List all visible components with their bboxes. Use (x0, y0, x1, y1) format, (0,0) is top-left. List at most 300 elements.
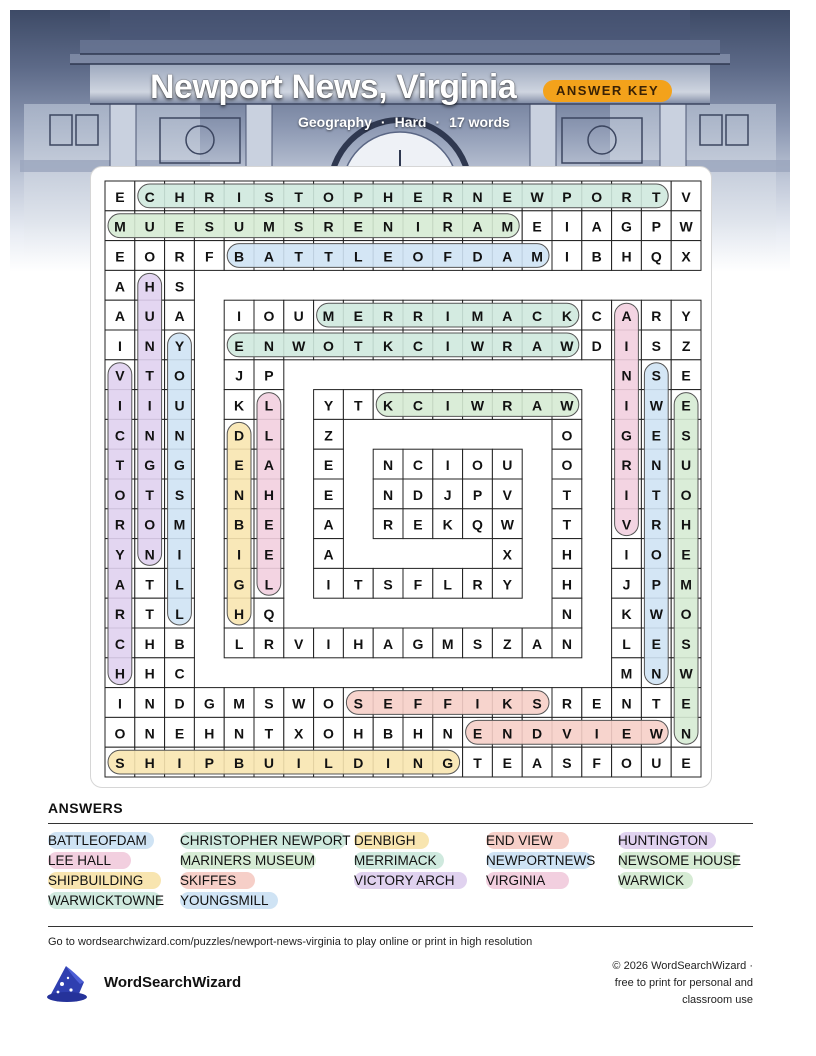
grid-letter: L (264, 576, 274, 593)
grid-letter: I (445, 308, 450, 325)
grid-letter: W (470, 337, 485, 354)
answer-item: WARWICKTOWNE (48, 893, 164, 908)
answers-divider (48, 823, 753, 824)
grid-letter: U (293, 308, 304, 325)
answer-item: HUNTINGTON (618, 832, 716, 849)
highlight-newsome-house (674, 393, 698, 745)
grid-letter: L (175, 576, 184, 593)
grid-letter: U (502, 457, 513, 474)
grid-letter: E (174, 218, 185, 235)
grid-letter: E (383, 248, 393, 265)
grid-letter: H (353, 725, 364, 742)
grid-letter: H (412, 725, 423, 742)
grid-letter: N (263, 337, 274, 354)
grid-letter: Y (115, 546, 125, 563)
grid-letter: O (472, 457, 483, 474)
grid-letter: H (353, 635, 364, 652)
grid-letter: N (442, 725, 453, 742)
grid-letter: A (621, 308, 632, 325)
grid-letter: L (324, 755, 333, 772)
brand-name: WordSearchWizard (104, 974, 242, 991)
grid-letter: F (443, 248, 452, 265)
grid-letter: Q (263, 606, 275, 623)
grid-letter: T (652, 486, 661, 503)
grid-letter: Z (681, 337, 691, 354)
grid-letter: N (144, 546, 155, 563)
grid-letter: P (651, 218, 661, 235)
grid-letter: A (591, 218, 602, 235)
grid-letter: M (471, 308, 484, 325)
grid-letter: F (205, 248, 214, 265)
grid-letter: E (651, 427, 661, 444)
category-label: Geography (298, 114, 372, 130)
grid-letter: C (412, 457, 423, 474)
play-online-link[interactable]: Go to wordsearchwizard.com/puzzles/newport-news-virginia to play online or print in high resolution (48, 936, 533, 948)
grid-letter: O (263, 308, 275, 325)
meta-separator: · (435, 114, 441, 130)
grid-letter: E (681, 546, 691, 563)
grid-letter: S (294, 218, 304, 235)
grid-letter: W (560, 397, 574, 414)
answer-item: END VIEW (486, 832, 569, 849)
grid-letter: E (472, 725, 483, 742)
answers-heading: ANSWERS (48, 800, 124, 816)
grid-letter: E (621, 725, 632, 742)
grid-letter: P (651, 576, 661, 593)
grid-letter: A (174, 308, 185, 325)
grid-letter: R (472, 576, 483, 593)
highlight-warwicktowne (227, 333, 579, 357)
answer-item: YOUNGSMILL (180, 892, 278, 909)
puzzle-meta (298, 114, 510, 130)
grid-letter: R (383, 516, 394, 533)
grid-letter: A (383, 635, 394, 652)
grid-letter: L (443, 576, 452, 593)
answer-item: SKIFFES (180, 872, 255, 889)
grid-letter: H (561, 546, 572, 563)
grid-letter: B (234, 516, 245, 533)
grid-letter: S (204, 218, 214, 235)
grid-letter: E (413, 188, 423, 205)
grid-letter: F (592, 755, 601, 772)
grid-letter: S (681, 427, 691, 444)
grid-letter: V (681, 188, 691, 205)
grid-letter: S (681, 635, 691, 652)
grid-letter: C (412, 337, 423, 354)
grid-letter: G (144, 457, 156, 474)
grid-letter: R (383, 308, 394, 325)
grid-letter: N (144, 427, 155, 444)
answer-item: DENBIGH (354, 832, 429, 849)
grid-letter: M (680, 576, 692, 593)
grid-letter: O (680, 486, 692, 503)
grid-letter: A (114, 308, 125, 325)
grid-letter: I (624, 337, 629, 354)
grid-letter: C (114, 635, 125, 652)
grid-letter: I (237, 546, 242, 563)
grid-letter: A (532, 337, 543, 354)
grid-letter: R (114, 516, 125, 533)
grid-letter: I (117, 695, 122, 712)
grid-letter: V (562, 725, 572, 742)
grid-letter: N (383, 486, 394, 503)
grid-letter: R (651, 516, 662, 533)
word-count-label: 17 words (449, 114, 510, 130)
grid-letter: Z (503, 635, 512, 652)
footer-divider (48, 926, 753, 927)
answer-item: MERRIMACK (354, 852, 444, 869)
grid-letter: I (147, 397, 152, 414)
grid-letter: B (591, 248, 602, 265)
grid-letter: M (531, 248, 543, 265)
grid-letter: S (264, 695, 274, 712)
grid-letter: S (651, 337, 661, 354)
grid-letter: O (144, 248, 156, 265)
grid-letter: D (472, 248, 483, 265)
grid-letter: R (204, 188, 215, 205)
grid-letter: X (294, 725, 304, 742)
grid-letter: H (681, 516, 692, 533)
meta-separator: · (380, 114, 386, 130)
grid-letter: A (263, 248, 274, 265)
grid-letter: I (445, 397, 450, 414)
grid-letter: U (263, 755, 274, 772)
grid-letter: H (383, 188, 394, 205)
grid-letter: N (144, 337, 155, 354)
grid-letter: M (322, 308, 335, 325)
grid-letter: Y (323, 397, 334, 414)
grid-letter: J (235, 367, 243, 384)
grid-letter: I (594, 725, 599, 742)
grid-letter: I (177, 546, 182, 563)
grid-letter: G (174, 457, 185, 474)
grid-letter: N (561, 635, 572, 652)
grid-letter: W (500, 516, 514, 533)
copyright-notice (553, 958, 753, 1009)
grid-letter: E (115, 188, 125, 205)
copyright-line: © 2026 WordSearchWizard · (612, 960, 753, 972)
grid-letter: D (532, 725, 543, 742)
grid-letter: F (413, 576, 423, 593)
grid-letter: M (620, 665, 633, 682)
grid-letter: B (234, 755, 245, 772)
grid-letter: A (532, 755, 543, 772)
grid-letter: I (624, 397, 629, 414)
grid-cells (105, 181, 701, 777)
grid-letter: U (681, 457, 692, 474)
answer-item: VIRGINIA (486, 872, 569, 889)
grid-letter: E (353, 308, 363, 325)
answer-item: NEWSOME HOUSE (618, 853, 742, 868)
word-search-grid (91, 167, 711, 787)
grid-letter: O (144, 516, 156, 533)
grid-letter: F (413, 695, 423, 712)
grid-letter: E (681, 397, 691, 414)
grid-letter: C (591, 308, 602, 325)
grid-letter: S (383, 576, 393, 593)
grid-letter: T (145, 576, 154, 593)
grid-letter: T (264, 725, 274, 742)
grid-letter: T (294, 188, 303, 205)
grid-letter: N (621, 695, 632, 712)
grid-letter: I (415, 218, 420, 235)
grid-letter: L (354, 248, 363, 265)
grid-letter: Q (472, 516, 483, 533)
grid-letter: I (564, 248, 569, 265)
grid-letter: O (323, 695, 334, 712)
grid-letter: W (679, 665, 693, 682)
grid-letter: J (622, 576, 631, 593)
grid-letter: N (502, 725, 513, 742)
grid-letter: E (264, 546, 274, 563)
grid-letter: R (621, 457, 632, 474)
grid-letter: I (296, 755, 301, 772)
grid-letter: H (144, 665, 155, 682)
grid-letter: E (234, 337, 244, 354)
grid-letter: G (621, 218, 632, 235)
grid-letter: O (621, 755, 632, 772)
grid-letter: M (441, 635, 454, 652)
grid-letter: L (264, 427, 274, 444)
grid-letter: E (353, 218, 363, 235)
grid-letter: S (472, 635, 483, 652)
grid-letter: R (502, 397, 513, 414)
grid-letter: L (264, 397, 274, 414)
grid-letter: W (679, 218, 693, 235)
grid-letter: O (561, 457, 573, 474)
grid-letter: T (354, 337, 363, 354)
grid-letter: W (560, 337, 574, 354)
grid-letter: I (326, 576, 331, 593)
grid-letter: T (145, 486, 154, 503)
grid-letter: B (383, 725, 394, 742)
grid-letter: V (115, 367, 125, 384)
grid-letter: O (680, 606, 692, 623)
grid-letter: P (204, 755, 214, 772)
grid-letter: H (621, 248, 632, 265)
grid-letter: S (562, 755, 572, 772)
highlight-christopher-newport (138, 184, 668, 208)
grid-letter: N (412, 755, 423, 772)
grid-letter: E (174, 725, 185, 742)
grid-letter: S (353, 695, 363, 712)
grid-letter: I (624, 486, 629, 503)
grid-letter: O (114, 486, 126, 503)
answers-list (48, 830, 753, 912)
answer-item: MARINERS MUSEUM (180, 853, 316, 868)
grid-letter: N (174, 427, 185, 444)
grid-letter: T (652, 695, 661, 712)
grid-letter: E (681, 695, 691, 712)
grid-letter: O (323, 188, 334, 205)
grid-letter: O (114, 725, 126, 742)
wizard-hat-icon (44, 962, 94, 1004)
grid-letter: E (323, 486, 334, 503)
grid-letter: M (173, 516, 186, 533)
grid-letter: A (263, 457, 274, 474)
grid-letter: K (502, 695, 513, 712)
grid-letter: A (472, 218, 483, 235)
grid-letter: N (383, 457, 394, 474)
grid-letter: V (294, 635, 304, 652)
grid-letter: N (472, 188, 483, 205)
grid-letter: K (561, 308, 572, 325)
grid-letter: R (502, 337, 513, 354)
grid-letter: X (681, 248, 691, 265)
grid-letter: E (502, 188, 512, 205)
grid-letter: C (114, 427, 125, 444)
grid-letter: T (115, 457, 125, 474)
grid-letter: T (294, 248, 303, 265)
grid-letter: G (203, 695, 215, 712)
highlight-shipbuilding (108, 750, 460, 774)
grid-letter: W (649, 725, 663, 742)
grid-letter: U (144, 308, 155, 325)
answer-item: LEE HALL (48, 852, 131, 869)
grid-letter: I (445, 457, 450, 474)
grid-letter: D (591, 337, 602, 354)
grid-letter: K (442, 516, 453, 533)
grid-letter: D (353, 755, 364, 772)
grid-letter: M (114, 218, 126, 235)
grid-letter: S (532, 695, 542, 712)
grid-letter: T (324, 248, 333, 265)
grid-letter: M (233, 695, 245, 712)
grid-letter: A (323, 516, 334, 533)
grid-letter: E (532, 218, 542, 235)
grid-letter: N (144, 695, 155, 712)
grid-letter: V (621, 516, 632, 533)
grid-letter: W (292, 337, 306, 354)
grid-letter: E (502, 755, 512, 772)
grid-letter: H (144, 755, 155, 772)
grid-letter: M (501, 218, 514, 235)
difficulty-label: Hard (394, 114, 427, 130)
grid-letter: S (264, 188, 274, 205)
grid-letter: M (263, 218, 275, 235)
grid-letter: D (174, 695, 185, 712)
grid-letter: E (651, 635, 661, 652)
grid-letter: O (412, 248, 424, 265)
grid-letter: E (681, 755, 691, 772)
highlight-mariners-museum (108, 214, 519, 238)
grid-letter: A (114, 576, 125, 593)
grid-letter: D (412, 486, 423, 503)
answer-item: VICTORY ARCH (354, 872, 467, 889)
copyright-line: free to print for personal and (614, 977, 753, 989)
grid-letter: R (263, 635, 274, 652)
grid-letter: C (144, 188, 155, 205)
grid-letter: L (622, 635, 631, 652)
grid-letter: I (386, 755, 391, 772)
grid-letter: W (470, 397, 485, 414)
grid-letter: K (621, 606, 632, 623)
puzzle-title: Newport News, Virginia (150, 68, 517, 106)
grid-letter: P (353, 188, 363, 205)
grid-letter: P (472, 486, 483, 503)
grid-letter: N (234, 486, 245, 503)
grid-letter: T (562, 516, 572, 533)
grid-letter: E (413, 516, 423, 533)
grid-letter: O (591, 188, 603, 205)
grid-letter: G (621, 427, 632, 444)
grid-letter: T (145, 367, 154, 384)
grid-letter: H (204, 725, 215, 742)
grid-letter: O (323, 337, 334, 354)
grid-letter: T (354, 576, 363, 593)
grid-letter: F (443, 695, 452, 712)
grid-letter: W (530, 188, 544, 205)
grid-letter: I (177, 755, 182, 772)
grid-letter: Y (502, 576, 512, 593)
grid-letter: K (383, 337, 394, 354)
grid-letter: U (234, 218, 245, 235)
grid-letter: R (174, 248, 185, 265)
grid-letter: N (144, 725, 155, 742)
grid-letter: E (383, 695, 393, 712)
grid-letter: T (354, 397, 363, 414)
grid-letter: R (442, 188, 453, 205)
grid-letter: R (114, 606, 125, 623)
grid-letter: P (264, 367, 274, 384)
grid-letter: D (234, 427, 245, 444)
grid-letter: L (175, 606, 184, 623)
grid-letter: Q (650, 248, 662, 265)
grid-letter: T (652, 188, 661, 205)
grid-letter: U (651, 755, 662, 772)
grid-letter: T (473, 755, 482, 772)
answer-item: SHIPBUILDING (48, 872, 161, 889)
grid-letter: G (442, 755, 454, 772)
grid-letter: E (115, 248, 125, 265)
grid-letter: N (234, 725, 245, 742)
grid-letter: E (264, 516, 274, 533)
puzzle-panel (90, 166, 712, 788)
grid-letter: H (144, 635, 155, 652)
grid-letter: P (562, 188, 572, 205)
grid-letter: B (234, 248, 245, 265)
answer-item: WARWICK (618, 872, 693, 889)
grid-letter: H (144, 278, 155, 295)
grid-letter: A (502, 248, 513, 265)
grid-letter: T (562, 486, 572, 503)
grid-letter: T (145, 606, 154, 623)
answer-item: NEWPORTNEWS (486, 853, 596, 868)
grid-letter: K (383, 397, 394, 414)
grid-letter: S (174, 278, 185, 295)
grid-letter: L (234, 635, 244, 652)
grid-letter: R (412, 308, 423, 325)
answer-key-badge: ANSWER KEY (543, 80, 672, 102)
grid-letter: G (412, 635, 424, 652)
grid-letter: C (174, 665, 185, 682)
grid-letter: O (174, 367, 185, 384)
grid-letter: I (445, 337, 450, 354)
grid-letter: A (323, 546, 334, 563)
grid-letter: O (561, 427, 573, 444)
grid-letter: N (561, 606, 572, 623)
grid-letter: J (443, 486, 452, 503)
grid-letter: V (502, 486, 512, 503)
copyright-line: classroom use (682, 994, 753, 1006)
grid-letter: A (114, 278, 125, 295)
grid-letter: A (532, 635, 543, 652)
grid-letter: K (234, 397, 245, 414)
grid-letter: X (502, 546, 512, 563)
grid-letter: O (323, 725, 334, 742)
grid-letter: G (233, 576, 245, 593)
answer-item: CHRISTOPHER NEWPORT (180, 833, 351, 848)
